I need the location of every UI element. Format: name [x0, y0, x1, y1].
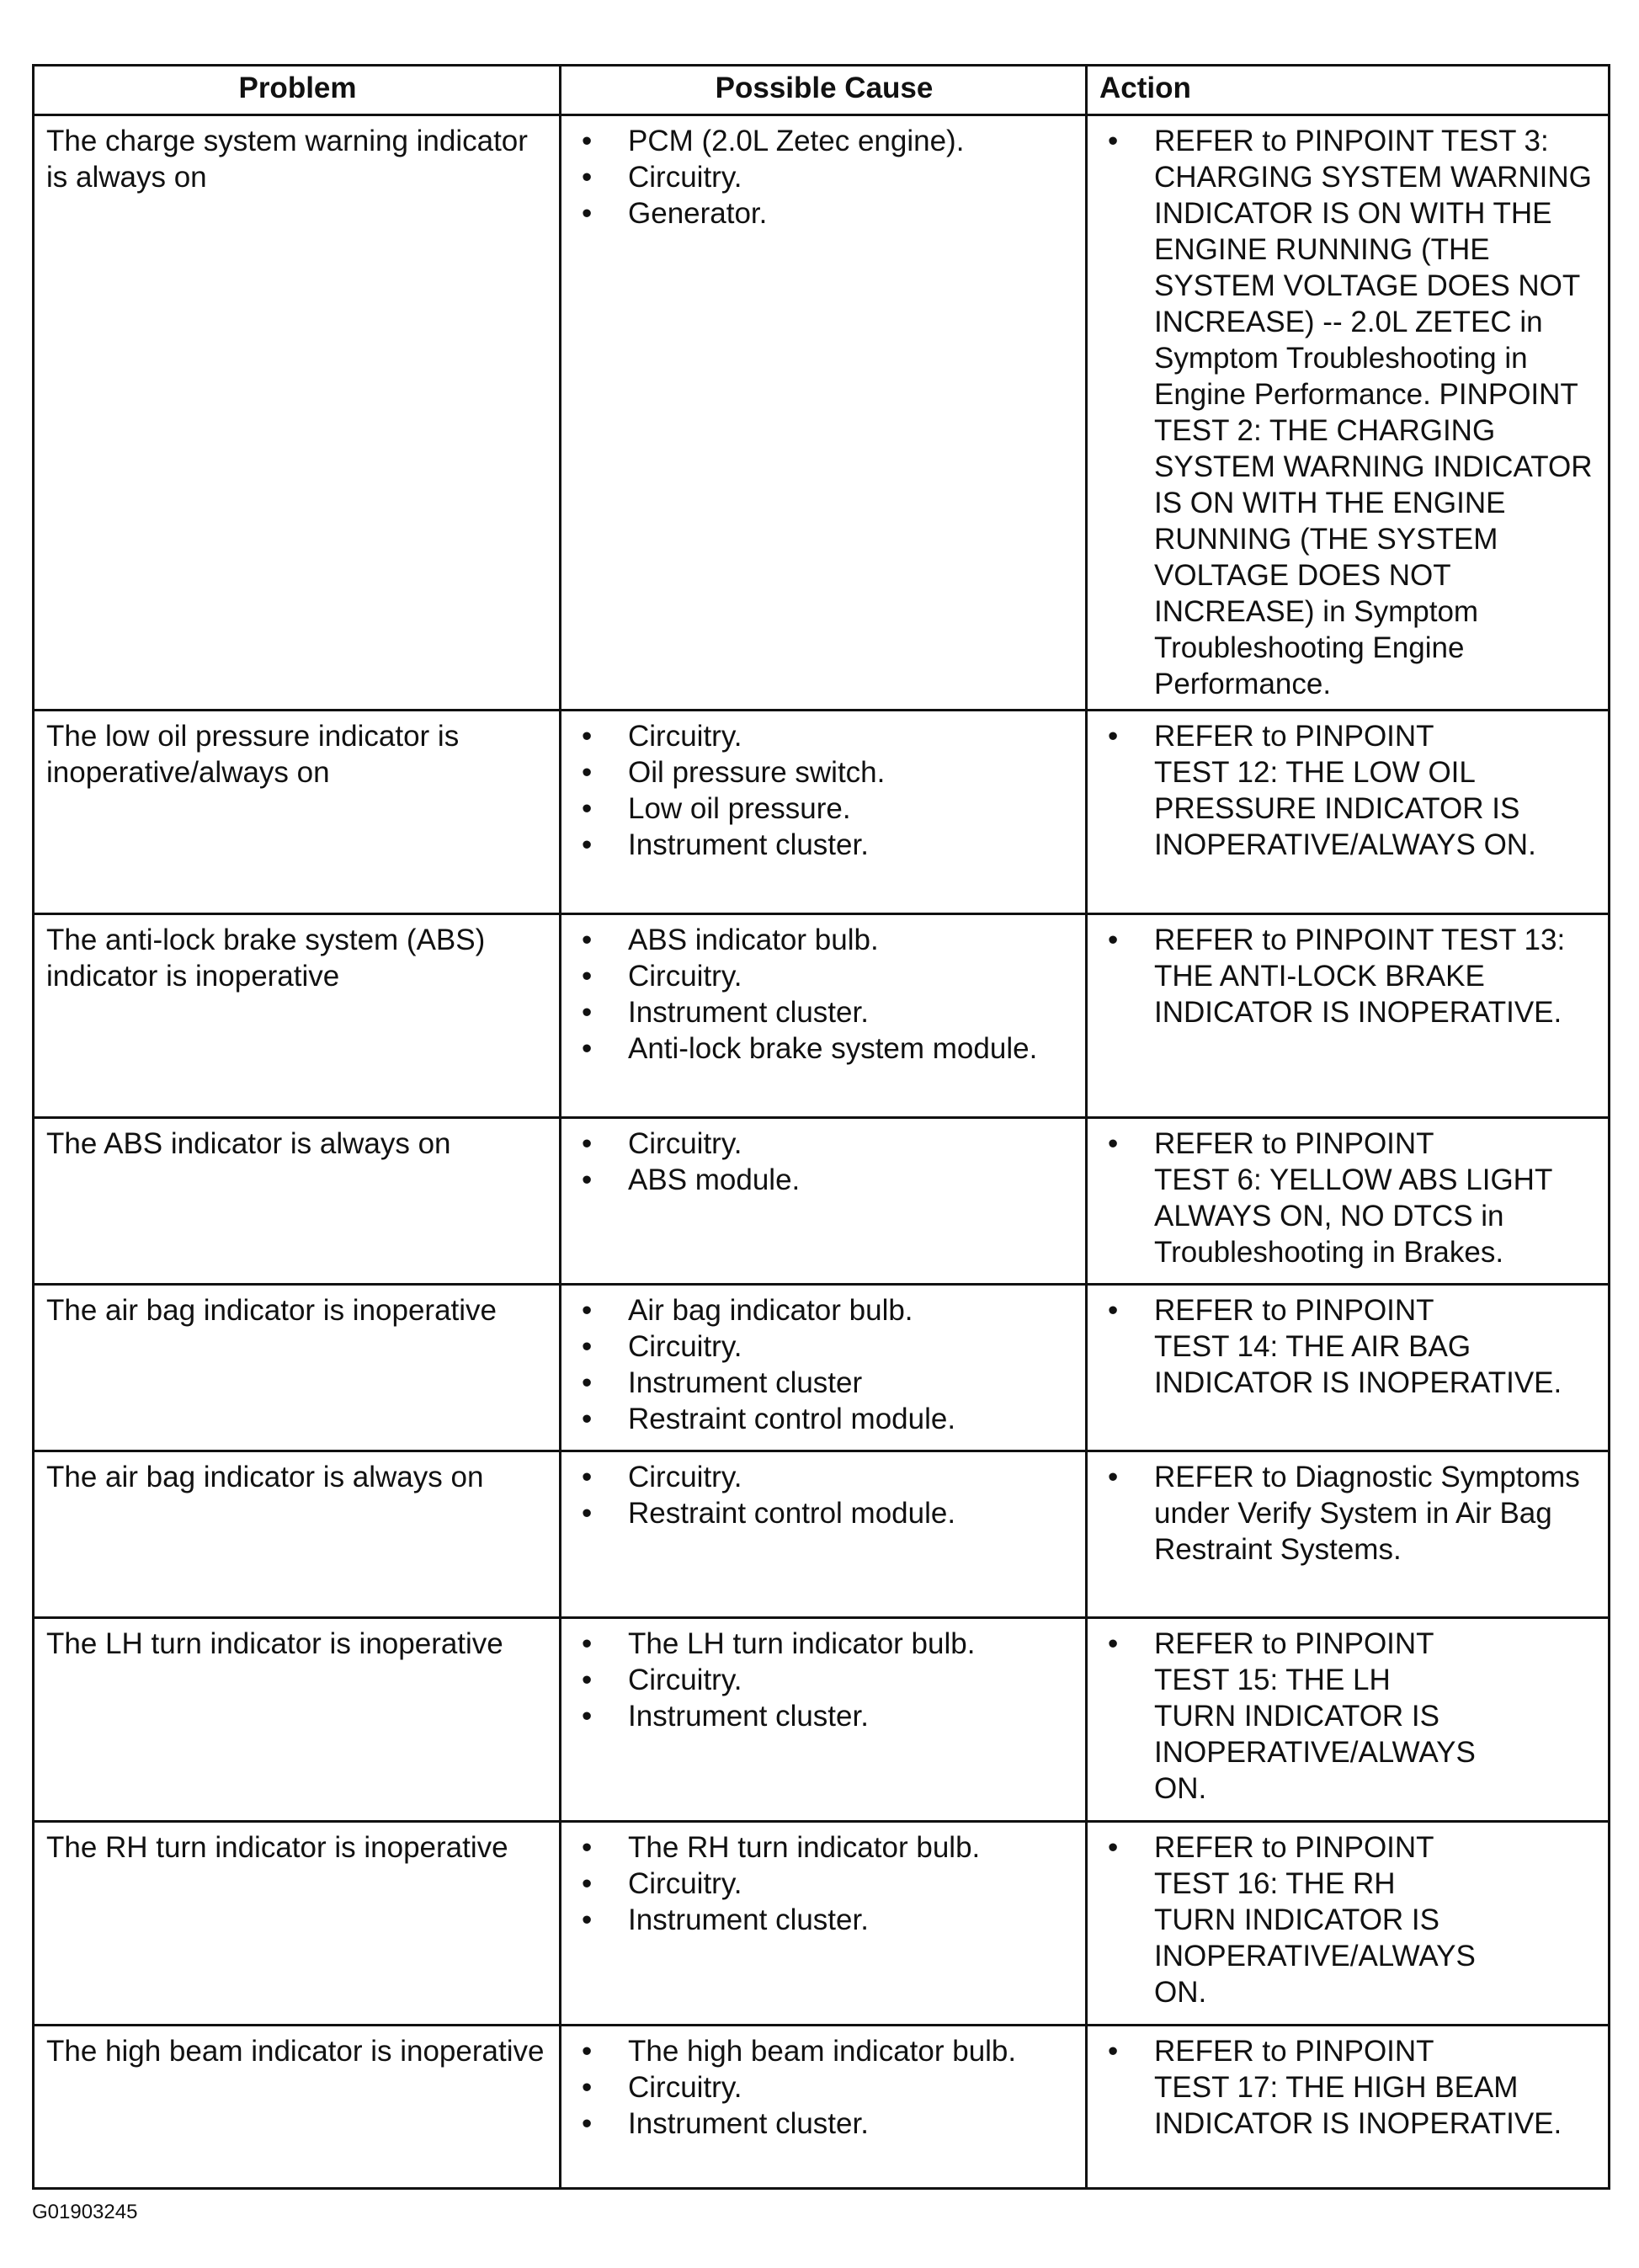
- action-item: • REFER to Diagnostic Symptoms under Verify System in Air Bag Restraint Systems.: [1099, 1459, 1598, 1568]
- table-row: [34, 1451, 1610, 1618]
- cause-item: • Instrument cluster: [573, 1365, 1075, 1401]
- action-item: • REFER to PINPOINT TEST 13: THE ANTI-LOCK BRAKE INDICATOR IS INOPERATIVE.: [1099, 922, 1598, 1030]
- problem-cell: The charge system warning indicator is always on: [34, 115, 561, 711]
- table-row: [34, 2026, 1610, 2189]
- table-row: [34, 711, 1610, 914]
- problem-cell: The RH turn indicator is inoperative: [34, 1822, 561, 2026]
- cause-item: • Circuitry.: [573, 1126, 1075, 1162]
- cause-item: • Anti-lock brake system module.: [573, 1030, 1075, 1067]
- cause-item: • Restraint control module.: [573, 1495, 1075, 1531]
- table-row: [34, 115, 1610, 711]
- problem-cell: The air bag indicator is inoperative: [34, 1285, 561, 1451]
- cause-item: • Circuitry.: [573, 1459, 1075, 1495]
- action-cell: [1087, 1618, 1610, 1822]
- cause-cell: [561, 1822, 1087, 2026]
- cause-item: • The high beam indicator bulb.: [573, 2033, 1075, 2069]
- table-row: [34, 1822, 1610, 2026]
- table-header-row: [34, 66, 1610, 115]
- cause-item: • Circuitry.: [573, 718, 1075, 754]
- action-cell: [1087, 1118, 1610, 1285]
- cause-cell: [561, 711, 1087, 914]
- cause-item: • ABS indicator bulb.: [573, 922, 1075, 958]
- cause-item: • Circuitry.: [573, 159, 1075, 195]
- cause-item: • Instrument cluster.: [573, 2106, 1075, 2142]
- cause-item: • Instrument cluster.: [573, 1698, 1075, 1734]
- cause-cell: [561, 2026, 1087, 2189]
- header-problem: Problem: [34, 66, 561, 115]
- cause-cell: [561, 1451, 1087, 1618]
- cause-cell: [561, 1118, 1087, 1285]
- cause-item: • Instrument cluster.: [573, 1902, 1075, 1938]
- cause-item: • Circuitry.: [573, 958, 1075, 994]
- header-possible-cause: Possible Cause: [561, 66, 1087, 115]
- cause-item: • Circuitry.: [573, 1328, 1075, 1365]
- cause-cell: [561, 115, 1087, 711]
- cause-cell: [561, 1285, 1087, 1451]
- action-cell: [1087, 2026, 1610, 2189]
- cause-item: • ABS module.: [573, 1162, 1075, 1198]
- problem-cell: The low oil pressure indicator is inoperative/always on: [34, 711, 561, 914]
- action-cell: [1087, 711, 1610, 914]
- cause-item: • Instrument cluster.: [573, 994, 1075, 1030]
- action-cell: [1087, 1451, 1610, 1618]
- problem-cell: The LH turn indicator is inoperative: [34, 1618, 561, 1822]
- cause-item: • Restraint control module.: [573, 1401, 1075, 1437]
- problem-cell: The high beam indicator is inoperative: [34, 2026, 561, 2189]
- cause-item: • Circuitry.: [573, 1866, 1075, 1902]
- action-item: • REFER to PINPOINT TEST 3: CHARGING SYSTEM WARNING INDICATOR IS ON WITH THE ENGINE RUNNING (THE SYSTEM VOLTAGE DOES NOT INCREASE) -- 2.0L ZETEC in Symptom Troubleshooting in Engine Performance. PINPOINT TEST 2: THE CHARGING SYSTEM WARNING INDICATOR IS ON WITH THE ENGINE RUNNING (THE SYSTEM VOLTAGE DOES NOT INCREASE) in Symptom Troubleshooting Engine Performance.: [1099, 123, 1598, 702]
- cause-item: • The LH turn indicator bulb.: [573, 1626, 1075, 1662]
- action-item: • REFER to PINPOINT TEST 14: THE AIR BAG INDICATOR IS INOPERATIVE.: [1099, 1292, 1598, 1401]
- action-item: • REFER to PINPOINT TEST 6: YELLOW ABS LIGHT ALWAYS ON, NO DTCS in Troubleshooting in Brakes.: [1099, 1126, 1598, 1270]
- action-cell: [1087, 1285, 1610, 1451]
- cause-item: • The RH turn indicator bulb.: [573, 1829, 1075, 1866]
- header-action: Action: [1087, 66, 1610, 115]
- action-item: • REFER to PINPOINT TEST 15: THE LH TURN INDICATOR IS INOPERATIVE/ALWAYS ON.: [1099, 1626, 1598, 1807]
- cause-item: • Circuitry.: [573, 1662, 1075, 1698]
- action-item: • REFER to PINPOINT TEST 16: THE RH TURN INDICATOR IS INOPERATIVE/ALWAYS ON.: [1099, 1829, 1598, 2010]
- problem-cell: The anti-lock brake system (ABS) indicator is inoperative: [34, 914, 561, 1118]
- cause-item: • Low oil pressure.: [573, 791, 1075, 827]
- cause-cell: [561, 914, 1087, 1118]
- action-cell: [1087, 1822, 1610, 2026]
- table-row: [34, 1285, 1610, 1451]
- table-row: [34, 914, 1610, 1118]
- cause-item: • Generator.: [573, 195, 1075, 232]
- diagnostic-table: [32, 64, 1610, 2190]
- cause-item: • Circuitry.: [573, 2069, 1075, 2106]
- problem-cell: The ABS indicator is always on: [34, 1118, 561, 1285]
- table-row: [34, 1118, 1610, 1285]
- action-item: • REFER to PINPOINT TEST 17: THE HIGH BEAM INDICATOR IS INOPERATIVE.: [1099, 2033, 1598, 2142]
- cause-item: • Oil pressure switch.: [573, 754, 1075, 791]
- problem-cell: The air bag indicator is always on: [34, 1451, 561, 1618]
- action-cell: [1087, 115, 1610, 711]
- cause-item: • PCM (2.0L Zetec engine).: [573, 123, 1075, 159]
- cause-cell: [561, 1618, 1087, 1822]
- table-row: [34, 1618, 1610, 1822]
- action-cell: [1087, 914, 1610, 1118]
- cause-item: • Air bag indicator bulb.: [573, 1292, 1075, 1328]
- figure-id-caption: G01903245: [32, 2201, 138, 2223]
- action-item: • REFER to PINPOINT TEST 12: THE LOW OIL PRESSURE INDICATOR IS INOPERATIVE/ALWAYS ON.: [1099, 718, 1598, 863]
- cause-item: • Instrument cluster.: [573, 827, 1075, 863]
